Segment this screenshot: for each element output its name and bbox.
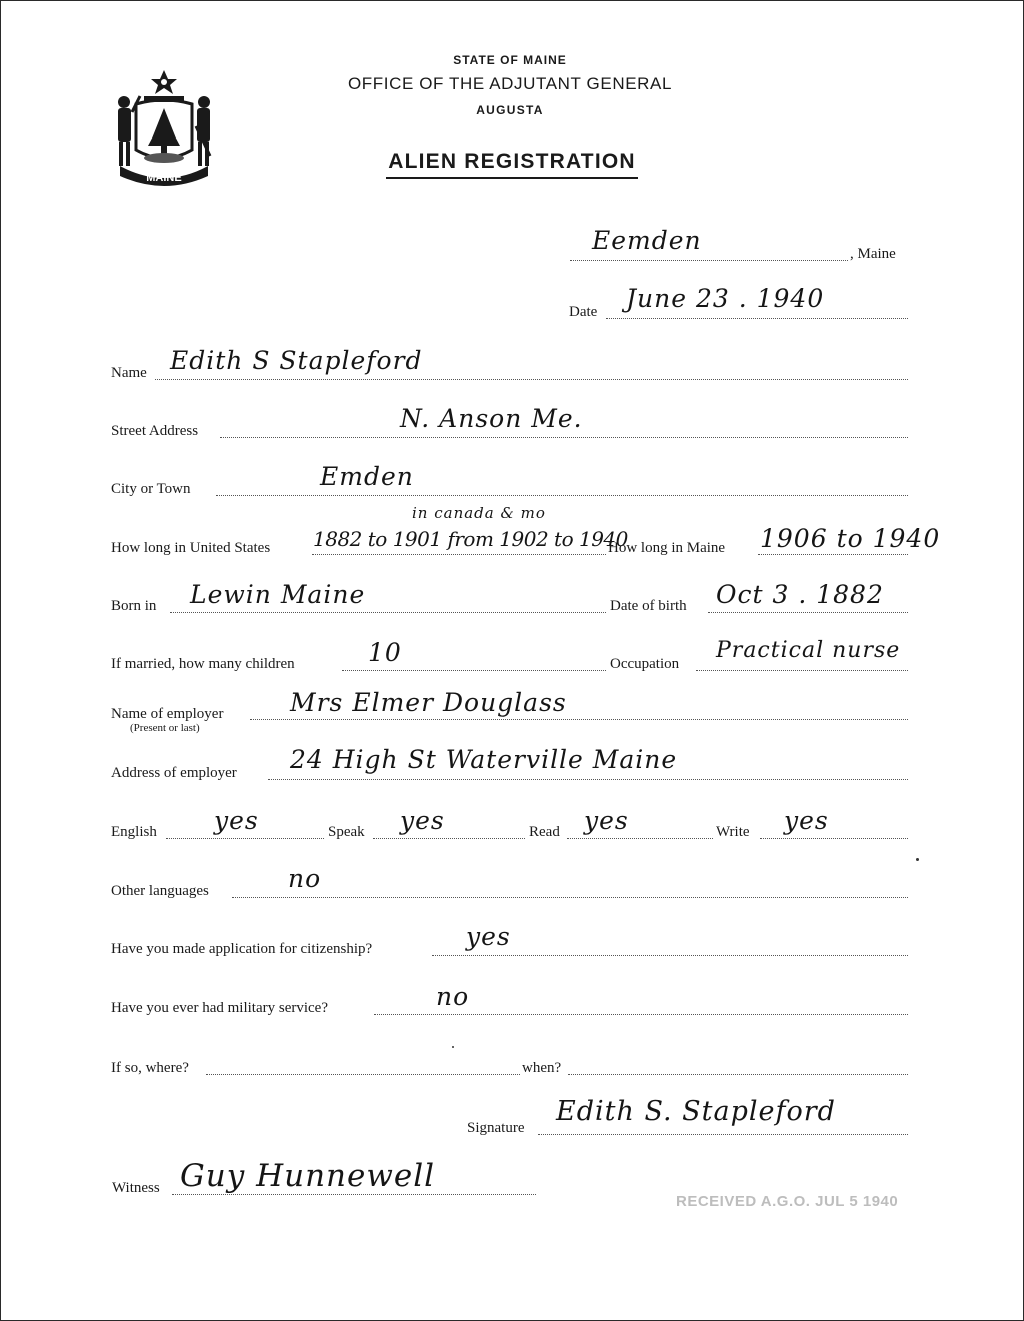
header-office: OFFICE OF THE ADJUTANT GENERAL [347,74,673,93]
employer-name-sublabel: (Present or last) [130,722,200,734]
city-label: City or Town [111,481,191,497]
street-value: N. Anson Me. [400,404,583,433]
other-languages-label: Other languages [111,883,209,899]
street-line [220,437,908,438]
witness-label: Witness [112,1180,160,1196]
read-value: yes [584,806,629,835]
employer-name-label: Name of employer [111,706,224,722]
street-label: Street Address [111,423,199,439]
employer-address-value: 24 High St Waterville Maine [290,745,678,774]
when-label: when? [522,1060,562,1076]
location-line [570,260,848,261]
citizenship-line [432,955,908,956]
us-duration-value: 1882 to 1901 from 1902 to 1940 [313,527,628,551]
date-label: Date [569,304,598,320]
other-languages-line [232,897,908,898]
dob-value: Oct 3 . 1882 [716,580,884,609]
us-duration-note: in canada & mo [412,504,546,522]
born-in-line [170,612,606,613]
ink-speck-2 [452,1046,454,1048]
signature-value: Edith S. Stapleford [556,1096,836,1127]
form-title: ALIEN REGISTRATION [386,150,638,179]
witness-value: Guy Hunnewell [180,1158,436,1194]
military-line [374,1014,908,1015]
seal-text: MAINE [146,172,182,184]
signature-label: Signature [467,1120,525,1136]
occupation-label: Occupation [610,656,680,672]
speak-line [373,838,525,839]
header-state: STATE OF MAINE [453,53,567,67]
where-label: If so, where? [111,1060,189,1076]
us-duration-line [312,554,606,555]
english-line [166,838,324,839]
dob-line [708,612,908,613]
signature-line [538,1134,908,1135]
header-city: AUGUSTA [476,103,544,117]
born-in-value: Lewin Maine [190,580,366,609]
when-line [568,1074,908,1075]
write-value: yes [784,806,829,835]
military-value: no [436,982,470,1011]
witness-line [172,1194,536,1195]
us-duration-label: How long in United States [111,540,271,556]
other-languages-value: no [288,864,322,893]
received-stamp: RECEIVED A.G.O. JUL 5 1940 [676,1193,899,1210]
read-line [567,838,713,839]
where-line [206,1074,520,1075]
children-line [342,670,606,671]
read-label: Read [529,824,560,840]
employer-address-line [268,779,908,780]
city-line [216,495,908,496]
employer-name-line [250,719,908,720]
citizenship-value: yes [466,922,511,951]
write-line [760,838,908,839]
speak-label: Speak [328,824,365,840]
maine-duration-value: 1906 to 1940 [760,524,941,553]
date-line [606,318,908,319]
occupation-value: Practical nurse [716,638,901,663]
ink-speck [916,858,919,861]
children-value: 10 [368,638,402,667]
name-label: Name [111,365,147,381]
english-value: yes [214,806,259,835]
maine-duration-line [758,554,908,555]
city-value: Emden [320,462,414,491]
location-suffix: , Maine [850,246,896,262]
children-label: If married, how many children [111,656,295,672]
citizenship-label: Have you made application for citizenship? [111,941,373,957]
born-in-label: Born in [111,598,157,614]
speak-value: yes [400,806,445,835]
location-value: Eemden [592,226,702,255]
employer-name-value: Mrs Elmer Douglass [290,688,567,717]
occupation-line [696,670,908,671]
military-label: Have you ever had military service? [111,1000,328,1016]
maine-duration-label: How long in Maine [608,540,726,556]
dob-label: Date of birth [610,598,687,614]
name-line [155,379,908,380]
employer-address-label: Address of employer [111,765,237,781]
english-label: English [111,824,157,840]
date-value: June 23 . 1940 [626,284,825,313]
name-value: Edith S Stapleford [170,346,423,375]
write-label: Write [716,824,750,840]
form-title-wrap [0,150,1024,179]
